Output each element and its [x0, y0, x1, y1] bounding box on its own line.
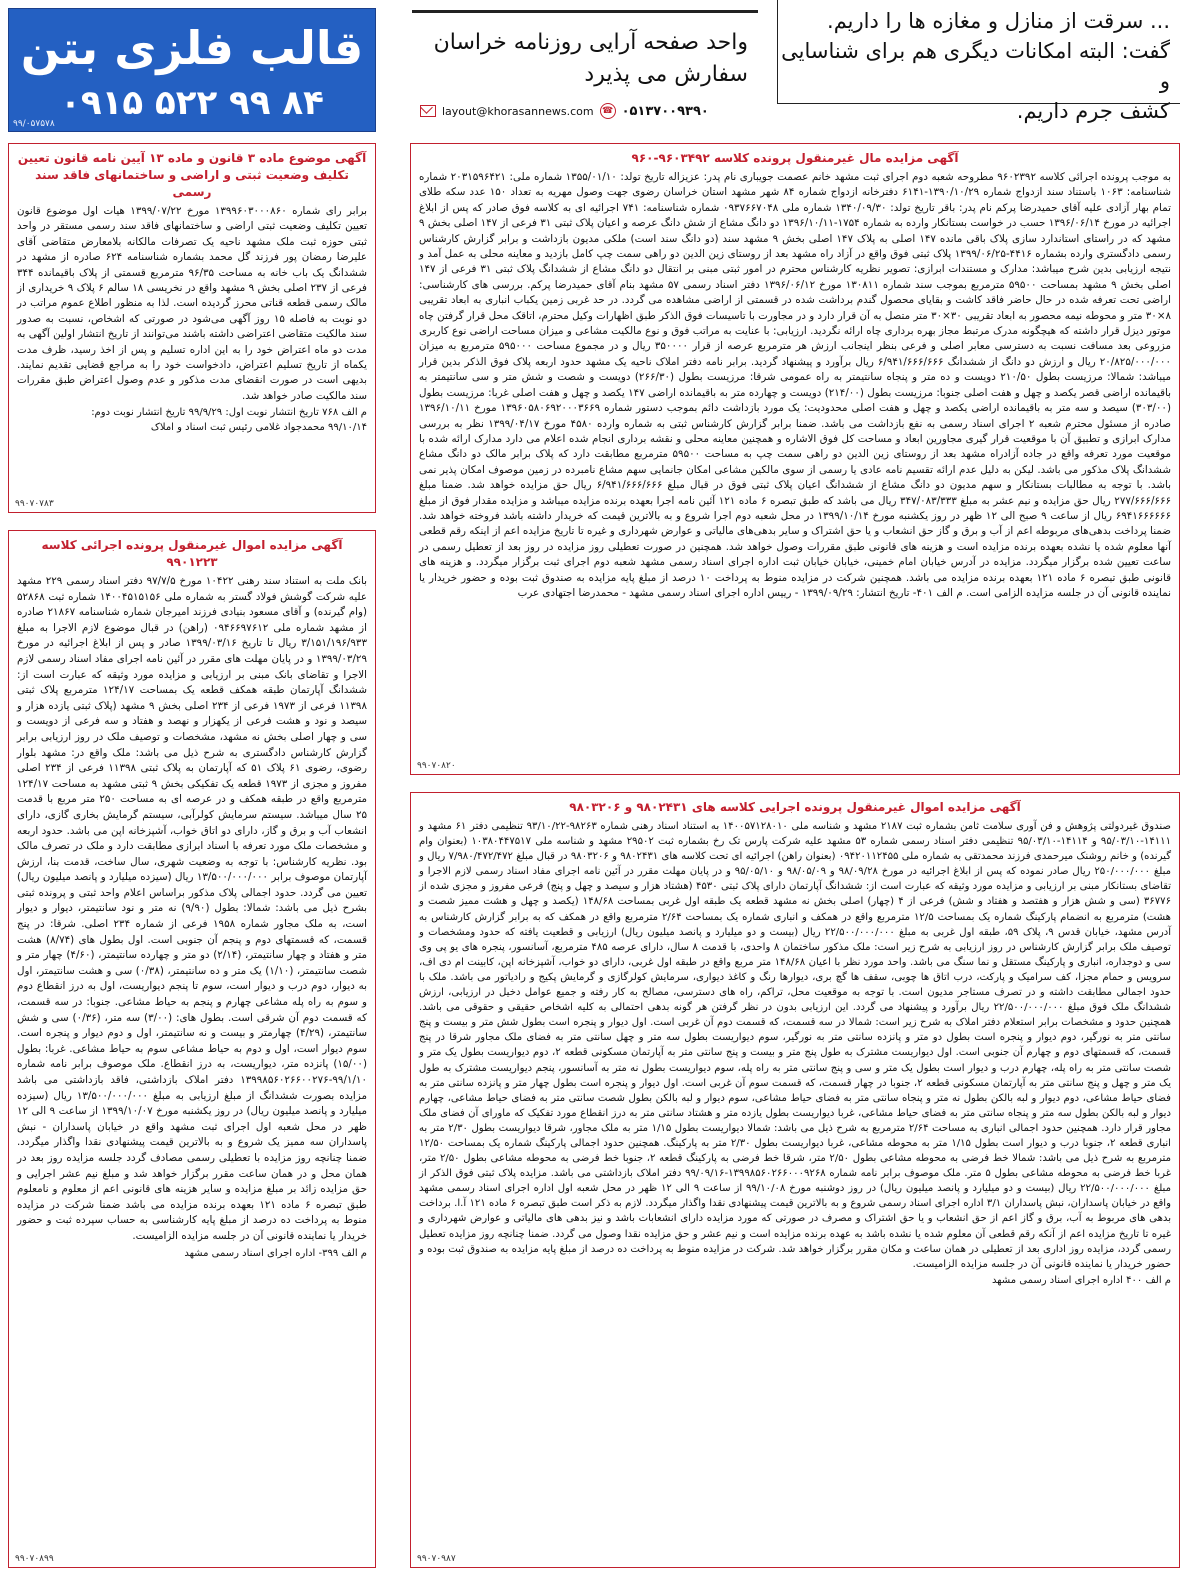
layout-unit-promo — [412, 10, 758, 120]
law-13-notice — [8, 143, 376, 513]
news-snippet — [777, 0, 1180, 123]
notice-title: آگهی مزایده اموال غیرمنقول پرونده اجرایی کلاسه های ۹۸۰۲۴۳۱ و ۹۸۰۳۲۰۶ — [569, 800, 1021, 814]
banner-phone[interactable]: ۰۹۱۵ ۵۲۲ ۹۹ ۸۴ — [60, 83, 324, 123]
notice-body: به موجب پرونده اجرائی کلاسه ۹۶۰۲۳۹۲ مطروحه شعبه دوم اجرای ثبت مشهد خانم عصمت جویباری نام پدر: عزیزاله تاریخ تولد: ۱۳۵۵/۰۱/۱۰ شماره ملی: ۲۰۳۱۵۹۶۴۲۱ شماره شناسنامه: ۱۰۶۳ باستناد سند ازدواج شماره ۱۳۹۰/۱۰/۲۹-۶۱۴۱ دفترخانه ازدواج شماره ۸۴ شهر مشهد استان خراسان رضوی جهت وصول مهریه به تعداد ۱۵۰ عدد سکه طلای تمام بهار آزادی علیه آقای حمیدرضا پرکم نام پدر: باقر تاریخ تولد: ۱۳۴۰/۰۹/۳۰ شماره ملی ۰۹۳۷۶۶۷۰۴۸ شماره شناسنامه: ۷۴۱ اجرائیه ای به کلاسه فوق صادر که پس از ابلاغ اجرائیه در مورخ ۱۳۹۶/۰۶/۱۴ حسب در خواست بستانکار وارده به شماره ۱۷۵۴-۱۳۹۶/۱۰/۱۱ دو دانگ مشاع از شش دانگ عرصه و اعیان پلاک ثبتی ۳۱ فرعی از ۱۴۷ اصلی بخش ۹ مشهد که در راستای استاندارد سازی پلاک باقی مانده ۱۴۷ اصلی به پلاک ۱۴۷ اصلی بخش ۹ مشهد سند (دو دانگ سند است) ملکی مدیون بازداشت و برابر گزارش کارشناس رسمی دادگستری وارده بشماره ۴۴۱۶-۱۳۹۹/۰۶/۲۵ پلاک ثبتی فوق واقع در آزاد راه مشهد بعد از روستای زین الدین دو راهی سمت چپ کامل بازدید و معاینه محلی به عمل آمد و نتیجه ارزیابی بدین شرح میباشد: مدارک و مستندات ابرازی: تصویر نظریه کارشناس محترم در امور ثبتی مبنی بر انتقال دو دانگ مشاع از ششدانگ پلاک ثبتی ۳۱ فرعی از ۱۴۷ اصلی بخش ۹ مشهد بمساحت ۵۹۵۰۰ مترمربع بموجب سند شماره ۱۳۰۸۱۱ مورخ ۱۳۹۶/۰۶/۱۲ دفتر اسناد رسمی ۵۷ مشهد بنام آقای حمیدرضا پرکم. بررسی های کارشناسی: اراضی تحت تعرفه شده در حال حاضر فاقد کاشت و بقایای محصول گندم برداشت شده در قسمتی از اراضی مشاهده می گردد. در حد غربی زمین یکباب انباری به ابعاد تقریبی ۸×۳۰ متر و محوطه نیمه محصور به ابعاد تقریبی ۳۰×۳۰ متر متصل به آن قرار دارد و در مجاورت با تاسیسات فوق الذکر طبق اظهارات وکیل محترم، اتاقک محل قرار گرفتن چاه موتور دیزل قرار داشته که هیچگونه مدرک مرتبط مجاز بهره برداری چاه ارائه نگردید. ارزیابی: با عنایت به مراتب فوق و نوع مالکیت مشاعی و میزان مساحت اراضی نوع کاربری مزروعی بعد مسافت نسبت به دسترسی معابر اصلی و فرعی بنظر اینجانب ارزش هر مترمربع عرصه از قرار ۳۵۰۰۰۰ ریال و در مجموع مساحت ۵۹۵۰۰۰ مترمربع به میزان ۲۰/۸۲۵/۰۰۰/۰۰۰ ریال و ارزش دو دانگ از ششدانگ ۶/۹۴۱/۶۶۶/۶۶۶ ریال برآورد و پیشنهاد گردید. برابر نامه دفتر املاک ناحیه یک مشهد حدود اربعه پلاک فوق الذکر بدین قرار میباشد: شمالا: مرزیست بطول ۲۱۰/۵۰ دویست و ده متر و پنجاه سانتیمتر به راه عمومی شرقا: مرزیست بطول (۲۶۶/۳۰) دویست و شصت و شش متر و سی سانتیمتر به باقیمانده اراضی قصر یکصد و چهل و هفت اصلی جنوبا: مرزیست بطول (۲۱۴/۰۰) دویست و چهارده متر به باقیمانده اراضی ۱۴۷ یکصد و چهل و هفت اصلی غربا: مرزیست بطول (۳۰۳/۰۰) سیصد و سه متر به باقیمانده اراضی یکصد و چهل و هفت اصلی محدودیت: یک مورد بازداشت دائم بموجب دستور شماره ۱۳۹۶۰۵۸۰۶۹۲۰۰۰۳۶۶۹ مورخ ۱۳۹۶/۱۰/۱۱ صادره از مسئول محترم شعبه ۲ اجرای اسناد رسمی به نفع بازداشت می باشد. ضمنا برابر گزارش کارشناس ثبتی به شماره وارده ۴۵۸۰ مورخ ۱۳۹۹/۰۴/۱۷ نظر به بررسی مدارک ابرازی و تطبیق آن با موقعیت قرار گیری مجاورین ابعاد و مساحت کل فوق الاشاره و همچنین معاینه محلی و نقشه برداری انجام شده اعلام می دارد مدارک ارائه شده با موقعیت مورد تعرفه واقع در جاده آزادراه مشهد بعد از روستای زین الدین دو راهی سمت چپ به مساحت ۵۹۵۰۰ مترمربع مطابقت دارد که پلاک برابر مالک دو دانگ مشاع ششدانگ پلاک مذکور می باشد. لیکن به دلیل عدم ارائه تقسیم نامه عادی یا رسمی از سوی مالکین مشاعی امکان جانمایی سهم مشاع نامبرده در زمین موصوف امکان پذیر نمی باشد. با توجه به مطالبات بستانکار و سهم مدیون دو دانگ مشاع از ششدانگ اعیان پلاک ثبتی فوق در قبال مبلغ ۶/۹۴۱/۶۶۶/۶۶۶ ریال حق مزایده خواهد شد. ضمنا مبلغ ۲۷۷/۶۶۶/۶۶۶ ریال حق مزایده و نیم عشر به مبلغ ۳۴۷/۰۸۳/۳۳۳ ریال می باشد که طبق تبصره ۶ ماده ۱۲۱ آئین نامه اجرا بعهده برنده مزایده میباشد و مزایده مقدار فوق از مبلغ ۶۹۴۱۶۶۶۶۶۶ ریال از ساعت ۹ صبح الی ۱۲ ظهر در روز یکشنبه مورخ ۱۳۹۹/۱۰/۱۴ در محل شعبه دوم اجرا شروع و به بالاترین قیمت که خریدار داشته باشد فروخته خواهد شد. ضمنا پرداخت بدهی‌های مربوطه اعم از آب و برق و گاز حق انشعاب و یا حق اشتراک و سایر بدهی‌های مالیاتی و عوارض شهرداری و غیره تا تاریخ مزایده اعم از اینکه رقم قطعی آنها معلوم شده یا نشده بعهده برنده مزایده است و هزینه های قانونی طبق مقررات وصول خواهد شد. همچنین در صورت تعطیلی روز مزایده در روز بعد از تعطیل رسمی در ساعت تعیین شده برگزار میگردد. مزایده در آدرس خیابان امام خمینی، خیابان خیابان ثبت اداره اجرای اسناد رسمی مشهد شعبه دوم اجرای ثبت برگزار میگردد. و هزینه های قانونی طبق تبصره ۶ ماده ۱۲۱ بعهده برنده مزایده می باشد. همچنین شرکت در مزایده منوط به پرداخت ۱۰ درصد از مبلغ پایه مزایده به صندوق ثبت بوده و حضور خریدار یا نماینده قانونی آن در جلسه مزایده الزامی است. م الف ۴۰۱- تاریخ انتشار: ۱۳۹۹/۰۹/۲۹ - رییس اداره اجرای اسناد رسمی مشهد - محمدرضا اجتهادی عرب — [419, 171, 1172, 599]
auction-9603492-notice — [410, 143, 1180, 775]
banner-code: ۹۹/۰۵۷۵۷۸ — [13, 119, 55, 129]
notice-code: ۹۹۰۷۰۷۸۳ — [15, 499, 54, 509]
notice-footer-line: ۹۹/۱۰/۱۴ محمدجواد غلامی رئیس ثبت اسناد و املاک — [150, 422, 367, 434]
notice-body: برابر رای شماره ۱۳۹۹۶۰۳۰۰۰۸۶۰ مورخ ۱۳۹۹/۰۷/۲۲ هیات اول موضوع قانون تعیین تکلیف وضعیت ثبتی اراضی و ساختمانهای فاقد سند رسمی مستقر در واحد ثبتی حوزه ثبت ملک مشهد ناحیه یک تصرفات مالکانه بلامعارض متقاضی آقای علیرضا رمضان پور فرزند گل محمد بشماره شناسنامه ۶۲۴ صادره از مشهد در ششدانگ یک باب خانه به مساحت ۹۶/۳۵ مترمربع قسمتی از پلاک باقیمانده ۳۴۴ فرعی از ۲۳۷ اصلی بخش ۹ مشهد واقع در نخریسی ۱۸ سالم ۶ پلاک ۹ خریداری از مالک رسمی قطعه قناتی محرز گردیده است. لذا به منظور اطلاع عموم مراتب در دو نوبت به فاصله ۱۵ روز آگهی می‌شود در صورتی که اشخاص، نسبت به صدور سند مالکیت متقاضی اعتراضی داشته باشند می‌توانند از تاریخ انتشار اولین آگهی به مدت دو ماه اعتراض خود را به این اداره تسلیم و پس از اخذ رسید، ظرف مدت یکماه از تاریخ تسلیم اعتراض، دادخواست خود را به مراجع قضایی تقدیم نمایند. بدیهی است در صورت انقضای مدت مذکور و عدم وصول اعتراض طبق مقررات سند مالکیت صادر خواهد شد. — [17, 205, 368, 402]
snippet-line: کشف جرم داریم. — [1016, 99, 1170, 123]
notice-footer — [419, 1274, 1171, 1287]
phone-icon: ☎ — [600, 103, 616, 119]
notice-footer-line: م الف ۷۶۸ تاریخ انتشار نوبت اول: ۹۹/۹/۲۹ تاریخ انتشار نوبت دوم: — [91, 407, 367, 419]
notice-title: آگهی مزایده اموال غیرمنقول پرونده اجرائی کلاسه ۹۹۰۱۲۲۳ — [41, 538, 343, 569]
snippet-line: گفت: البته امکانات دیگری هم برای شناسایی و — [781, 39, 1170, 93]
promo-email[interactable]: layout@khorasannews.com — [442, 104, 594, 118]
notice-title: آگهی موضوع ماده ۳ قانون و ماده ۱۳ آیین نامه قانون تعیین تکلیف وضعیت ثبتی و اراضی و ساختمانهای فاقد سند رسمی — [17, 151, 367, 199]
notice-footer — [17, 1247, 367, 1260]
notice-code: ۹۹۰۷۰۸۹۹ — [15, 1554, 54, 1564]
notice-body: بانک ملت به استناد سند رهنی ۱۰۴۲۲ مورخ ۹۷/۷/۵ دفتر اسناد رسمی ۲۲۹ مشهد علیه شرکت گوشش فولاد گستر به شماره ملی ۱۴۰۰۴۵۱۵۱۵۶ شماره ثبت ۵۲۸۶۸ (وام گیرنده) و آقای مسعود بنیادی فرزند امیرجان شماره شناسنامه ۲۱۸۶۷ صادره از مشهد شماره ملی ۰۹۴۶۶۹۷۶۱۲ (راهن) در قبال موضوع لازم الاجرا به مبلغ ۳/۱۵۱/۱۹۶/۹۳۳ ریال تا تاریخ ۱۳۹۹/۰۳/۱۶ صادر و پس از ابلاغ اجرائیه در مورخ ۱۳۹۹/۰۳/۲۹ و در پایان مهلت های مقرر در آئین نامه اجرای مفاد اسناد رسمی لازم الاجرا و تقاضای بانک مبنی بر ارزیابی و مزایده مورد وثیقه که عبارت است از: ششدانگ آپارتمان طبقه همکف قطعه یک بمساحت ۱۲۴/۱۷ مترمربع پلاک ثبتی ۱۱۳۹۸ فرعی از ۱۹۷۳ فرعی از ۲۳۴ اصلی بخش ۹ مشهد (پلاک ثبتی یازده هزار و سیصد و نود و هشت فرعی از یکهزار و نهصد و هفتاد و سه فرعی از دویست و سی و چهار اصلی بخش نه مشهد، مشخصات و توصیف ملک در روز ارزیابی برابر گزارش کارشناس دادگستری به شرح ذیل می باشد: ملک واقع در: مشهد بلوار رضوی، رضوی ۶۱ پلاک ۵۱ که آپارتمان به پلاک ثبتی ۱۱۳۹۸ فرعی از ۲۳۴ اصلی مفروز و مجزی از ۱۹۷۳ قطعه یک تفکیکی بخش ۹ ثبتی مشهد به مساحت ۱۲۴/۱۷ مترمربع واقع در طبقه همکف و در عرصه ای به مساحت ۲۵۰ متر مربع با قدمت ۲۵ سال میباشد. سیستم سرمایش کولرآبی، سیستم گرمایش بخاری گازی، دارای انشعاب آب و برق و گاز، دارای دو اتاق خواب، آشپزخانه اپن می باشد. حدود اربعه و مشخصات ملک مورد تعرفه با اسناد ابرازی مطابقت دارد و ملک در تصرف مالک بود. نظریه کارشناس: با توجه به وضعیت شهری، سال ساخت، قدمت بنا، ارزش آپارتمان موصوف برابر ۱۳/۵۰۰/۰۰۰/۰۰۰ ریال (سیزده میلیارد و پانصد میلیون ریال) تعیین می گردد. حدود اجمالی پلاک مذکور براساس اعلام واحد ثبتی و پرونده ثبتی بشرح ذیل می باشد: شمالا: بطول (۹/۹۰) نه متر و نود سانتیمتر، دیوار و دیوار است، به ملک مجاور شماره ۱۹۵۸ فرعی از شماره ۲۳۴ اصلی. شرقا: در پنج قسمت، که قسمتهای دوم و پنجم آن جنوبی است. اول بطول های (۸/۷۴) هشت متر و هفتاد و چهار سانتیمتر، (۲/۱۴) دو متر و چهارده سانتیمتر، (۴/۶۰) چهار متر و شصت سانتیمتر، (۱/۱۰) یک متر و ده سانتیمتر، (۰/۳۸) سی و هشت سانتیمتر، اول به دیوار، دوم درب و دیوار است، سوم تا پنجم دیواریست، اول به درز انقطاع دوم و سوم به راه پله مشاعی چهارم و پنجم به حیاط مشاعی. جنوبا: در سه قسمت، که قسمت دوم آن شرقی است. بطول های: (۳/۰۰) سه متر، (۰/۳۶) سی و شش سانتیمتر، (۴/۲۹) چهارمتر و بیست و نه سانتیمتر، اول و دوم دیوار و پنجره است. سوم دیوار است، اول و دوم به حیاط مشاعی سوم به حیاط مشاعی. غربا: بطول (۱۵/۰۰) پانزده متر، دیواریست، به درز انقطاع. ملک موصوف برابر نامه شماره ۹۹/۱/۱۰-۱۳۹۹۸۵۶۰۲۶۶۰۰۲۷۶ دفتر املاک بازداشتی، فاقد بازداشتی می باشد مزایده بصورت ششدانگ از مبلغ ارزیابی به مبلغ ۱۳/۵۰۰/۰۰۰/۰۰۰ ریال (سیزده میلیارد و پانصد میلیون ریال) در روز یکشنبه مورخ ۱۳۹۹/۱۰/۰۷ از ساعت ۹ الی ۱۲ ظهر در محل شعبه اول اجرای ثبت مشهد واقع در خیابان پاسداران - نبش پاسداران سه ممیز یک شروع و به بالاترین قیمت پیشنهادی نقدا واگذار میگردد. ضمنا چنانچه روز مزایده با تعطیلی رسمی مصادف گردد جلسه مزایده روز بعد در همان محل و در همان ساعت مقرر برگزار خواهد شد و مبلغ نیم عشر اجرایی و حق مزایده زائد بر مبلغ مزایده و سایر هزینه های قانونی اعم از معلوم و نامعلوم طبق تبصره ۶ ماده ۱۲۱ بعهده برنده مزایده می باشد ضمنا شرکت در مزایده منوط به پرداخت ده درصد از مبلغ پایه کارشناسی به حساب سپرده ثبت و حضور خریدار یا نماینده قانونی آن در جلسه مزایده الزامیست. — [17, 575, 368, 1242]
notice-code: ۹۹۰۷۰۹۸۷ — [417, 1554, 456, 1564]
notice-footer-line: م الف ۴۰۰ اداره اجرای اسناد رسمی مشهد — [991, 1274, 1171, 1286]
notice-code: ۹۹۰۷۰۸۲۰ — [417, 761, 456, 771]
notice-footer — [17, 406, 367, 419]
notice-footer-line: م الف ۳۹۹- اداره اجرای اسناد رسمی مشهد — [184, 1247, 367, 1259]
banner-title: قالب فلزی بتن — [20, 21, 364, 75]
promo-phone[interactable]: ۰۵۱۳۷۰۰۹۳۹۰ — [621, 103, 709, 119]
promo-contact — [420, 101, 750, 121]
metal-formwork-banner — [8, 8, 376, 132]
auction-9802431-notice — [410, 792, 1180, 1568]
promo-line-1: واحد صفحه آرایی روزنامه خراسان — [433, 30, 748, 55]
snippet-line: ... سرقت از منازل و مغازه ها را داریم. — [827, 9, 1170, 33]
notice-body: صندوق غیردولتی پژوهش و فن آوری سلامت ثامن بشماره ثبت ۲۱۸۷ مشهد و شناسه ملی ۱۴۰۰۵۷۱۲۸۰۱۰ به استناد اسناد رهنی شماره ۹۸۲۶۳-۹۳/۱۰/۲۲ تنظیمی دفتر ۶۱ مشهد و ۱۴۱۱۱-۹۵/۰۳/۱۰ و ۱۴۱۱۴-۹۵/۰۳/۱۰ تنظیمی دفتر اسناد رسمی شماره ۵۳ مشهد علیه شرکت پارس تک رخ بشماره ثبت ۲۹۵۰۲ مشهد و شناسه ملی ۱۰۳۸۰۴۴۷۵۱۷ (بعنوان وام گیرنده) و خانم روشنک میرحمدی فرزند محمدتقی به شماره ملی ۰۹۴۲۰۱۱۲۴۵۵ (بعنوان راهن) اجرائیه ای تحت کلاسه های ۹۸۰۲۴۳۱ و ۹۸۰۳۲۰۶ در قبال مبلغ ۷/۹۸۰/۴۷۲/۴۷۲ ریال و مبلغ ۲۵۰/۰۰۰/۰۰۰ ریال صادر نموده که پس از ابلاغ اجرائیه در مورخ ۹۸/۰۹/۲۸ و ۹۸/۰۵/۰۹ و ۹۵/۰۵/۱۰ و در پایان مهلت مقرر در آئین نامه اجرای مفاد اسناد رسمی لازم الاجرا و تقاضای بستانکار مبنی بر ارزیابی و مزایده مورد وثیقه که عبارت است از: ششدانگ آپارتمان دارای پلاک ثبتی ۴۵۳۰ (هشتاد هزار و سیصد و چهل و پنج) فرعی مفروز و مجزی شده از ۳۶۷۷۶ (سی و شش هزار و هفتصد و هفتاد و شش) فرعی از ۴ (چهار) اصلی بخش نه مشهد قطعه یک طبقه اول غربی بمساحت ۱۴۸/۶۸ (یکصد و چهل و هشت ممیز شصت و هشت) مترمربع به انضمام پارکینگ شماره یک بمساحت ۱۲/۵ مترمربع واقع در همکف و انباری شماره یک بمساحت ۲/۶۴ مترمربع واقع در همکف که به برابر گزارش کارشناس به آدرس مشهد، خیابان قدس ۹، پلاک ۵۹، طبقه اول غربی به مبلغ ۲۲/۵۰۰/۰۰۰/۰۰۰ ریال (بیست و دو میلیارد و پانصد میلیون ریال) ارزیابی و قطعیت یافته که حدود ومشخصات و توصیف ملک برابر گزارش کارشناس در روز ارزیابی به شرح زیر است: ملک مذکور ساختمان ۸ واحدی، با قدمت ۸ سال، دارای عرصه ۴۸۵ مترمربع، آسانسور، پنجره های یو پی وی سی و دوجداره، انباری و پارکینگ مستقل و نما سنگ می باشد. واحد مورد نظر با اعیان ۱۴۸/۶۸ متر مربع واقع در طبقه اول غربی، دارای دو خواب، آشپزخانه اپن، کابینت ام دی اف، سرویس و حمام مجزا، کف سرامیک و پارکت، درب اتاق ها چوبی، سقف ها گچ بری، دیوارها رنگ و کاغذ دیواری، سرمایش کولرگازی و گرمایش پکیج و رادیاتور می باشد. ملک با حدود اجمالی مطابقت داشته و در تصرف مستاجر مدیون است. با توجه به موقعیت محل، تراکم، راه های دسترسی، مصالح به کار رفته و جمیع عوامل دخیل در ارزیابی، ارزش ششدانگ ملک فوق مبلغ ۲۲/۵۰۰/۰۰۰/۰۰۰ ریال برآورد و پیشنهاد می گردد. این ارزیابی بدون در نظر گرفتن هر گونه بدهی احتمالی به کلیه اشخاص حقیقی و حقوقی می باشد. همچنین حدود و مشخصات برابر استعلام دفتر املاک به شرح زیر است: شمالا در سه قسمت، که قسمت دوم آن غربی است. اول دیوار و پنجره است بطول شش متر و بیست و پنج سانتی متر به نورگیر، دوم دیوار و پنجره است بطول دو متر و پانزده سانتی متر به نورگیر، سوم دیواریست بطول سه متر و چهل سانتی متر به فضای ملک مجاور شرقا در پنج قسمت، که قسمتهای دوم و چهارم آن جنوبی است. اول دیواریست مشترک به طول پنج متر و بیست و پنج سانتی متر به آپارتمان مسکونی قطعه ۲، دوم دیواریست بطول یک متر و شصت سانتی متر به راه پله، چهارم درب و دیوار است بطول یک متر و سی و پنج سانتی متر به راه پله، سوم دیواریست بطول نه متر به آسانسور، پنجم دیواریست مشترک به طول یک متر و چهل و پنج سانتی متر به آپارتمان مسکونی قطعه ۲، جنوبا در چهار قسمت، که قسمت سوم آن غربی است. اول دیوار و پنجره است بطول چهار متر و پانزده سانتی متر به فضای حیاط مشاعی، دوم دیوار و لبه بالکن بطول نه متر و پنجاه سانتی متر به فضای حیاط مشاعی، سوم دیوار و لبه بالکن بطول شصت سانتی متر به فضای حیاط مشاعی، چهارم دیوار و لبه بالکن بطول سه متر و پنجاه سانتی متر به فضای حیاط مشاعی، غربا دیواریست بطول یازده متر و هشتاد سانتی متر به درز انقطاع مورد تفکیک که ماورای آن فضای ملک مجاور قرار دارد. همچنین حدود اجمالی انباری به مساحت ۲/۶۴ مترمربع به شرح ذیل می باشد: شمالا دیواریست بطول ۱/۱۵ متر به ملک مجاور، شرقا دیواریست بطول ۲/۳۰ متر به انباری قطعه ۲، جنوبا درب و دیوار است بطول ۱/۱۵ متر به محوطه مشاعی، غربا دیواریست بطول ۲/۳۰ متر به پارکینگ. همچنین حدود اجمالی پارکینگ شماره یک بمساحت ۱۲/۵۰ مترمربع به شرح ذیل می باشد: شمالا خط فرضی به محوطه مشاعی بطول ۲/۵۰ متر، شرقا خط فرضی به پارکینگ قطعه ۲، جنوبا خط فرضی به محوطه مشاعی بطول ۲/۵۰ متر، غربا خط فرضی به محوطه مشاعی بطول ۵ متر. ملک موصوف برابر نامه شماره ۱۳۹۹۸۵۶۰۲۶۶۰۰۰۹۲۶۸-۹۹/۰۹/۱۶ دفتر املاک بازداشتی می باشد. مزایده پلاک ثبتی فوق الذکر از مبلغ ۲۲/۵۰۰/۰۰۰/۰۰۰ ریال (بیست و دو میلیارد و پانصد میلیون ریال) در روز دوشنبه مورخ ۹۹/۱۰/۰۸ از ساعت ۹ الی ۱۲ ظهر در محل شعبه اول اداره اجرای اسناد رسمی مشهد واقع در خیابان پاسداران، نبش پاسداران ۳/۱ اداره اجرای اسناد رسمی شروع و به بالاترین قیمت پیشنهادی نقدا واگذار میگردد. لازم به ذکر است طبق تبصره ۶ ماده ۱۲۱ آ.ا. برداخت بدهی های مربوط به آب، برق و گاز اعم از حق انشعاب و یا حق اشتراک و مصرف در صورتی که مورد مزایده دارای انشعابات باشد و نیز بدهی های مالیاتی و عوارض شهرداری و غیره تا تاریخ مزایده اعم از آنکه رقم قطعی آن معلوم شده یا نشده باشد به عهده برنده مزایده است و نیم عشر و حق مزایده نقدا وصول می گردد. ضمنا چنانچه روز مزایده تعطیل رسمی گردد، مزایده روز اداری بعد از تعطیلی در همان ساعت و مکان مقرر برگزار خواهد شد. شرکت در مزایده منوط به پرداخت ده درصد از مبلغ پایه مزایده به صندوق ثبت بوده و حضور خریدار یا نماینده قانونی آن در جلسه مزایده الزامیست. — [419, 821, 1172, 1270]
auction-9901223-notice — [8, 530, 376, 1568]
notice-footer — [17, 421, 367, 434]
promo-line-2: سفارش می پذیرد — [584, 62, 748, 87]
notice-title: آگهی مزایده مال غیرمنقول پرونده کلاسه ۹۶۰۳۴۹۲-۹۶۰ — [631, 151, 959, 165]
mail-icon — [420, 105, 436, 117]
